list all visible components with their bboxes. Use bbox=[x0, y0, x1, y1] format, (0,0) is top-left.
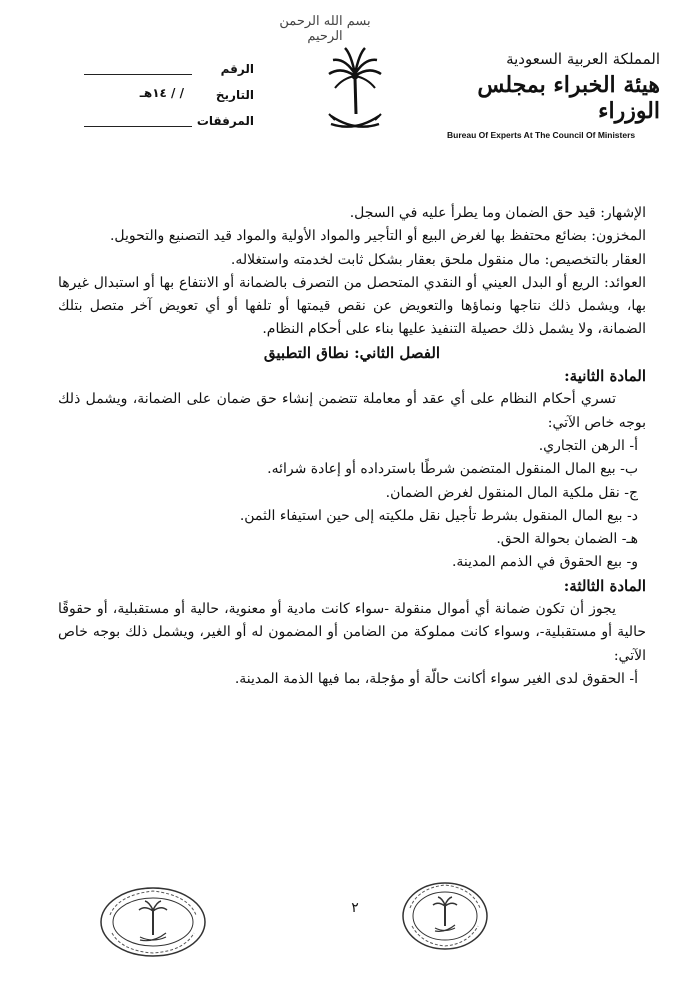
organization-name-arabic: هيئة الخبراء بمجلس الوزراء bbox=[477, 72, 660, 124]
official-seal-left-icon bbox=[98, 885, 208, 960]
definition-fixture: العقار بالتخصيص: مال منقول ملحق بعقار بشكل ثابت لخدمته واستغلاله. bbox=[230, 251, 646, 268]
reference-number-label: الرقم bbox=[220, 62, 254, 76]
article-2-item-f: و- بيع الحقوق في الذمم المدينة. bbox=[451, 554, 638, 571]
article-2-intro: تسري أحكام النظام على أي عقد أو معاملة تتضمن إنشاء حق ضمان على الضمانة، ويشمل ذلك بوجه خاص الآتي: bbox=[58, 391, 646, 431]
document-body bbox=[58, 202, 646, 691]
date-label: التاريخ bbox=[215, 88, 254, 102]
palm-swords-emblem-icon bbox=[325, 44, 385, 140]
definition-proceeds: العوائد: الريع أو البدل العيني أو النقدي المتحصل من التصرف بالضمانة أو الانتفاع بها أو استبدال غيرها بها، ويشمل ذلك نتاجها ونماؤها والتعويض عن نقص قيمتها أو تلفها أو أي تعويض آخر متصل بتلك الضمانة، ولا يشمل ذلك حصيلة التنفيذ عليها بناء على أحكام النظام. bbox=[58, 274, 646, 338]
article-3-item-a: أ- الحقوق لدى الغير سواء أكانت حالّة أو مؤجلة، بما فيها الذمة المدينة. bbox=[234, 670, 638, 687]
article-2-item-d: د- بيع المال المنقول بشرط تأجيل نقل ملكيته إلى حين استيفاء الثمن. bbox=[239, 507, 638, 524]
official-seal-right-icon bbox=[400, 880, 490, 952]
article-2-title: المادة الثانية: bbox=[564, 367, 646, 386]
country-name: المملكة العربية السعودية bbox=[506, 50, 660, 68]
date-row bbox=[84, 88, 254, 114]
attachments-row bbox=[84, 114, 254, 140]
reference-number-row bbox=[84, 62, 254, 88]
article-3-intro: يجوز أن تكون ضمانة أي أموال منقولة -سواء كانت مادية أو معنوية، حالية أو مستقبلية، أو حقوقًا حالية أو مستقبلية-، وسواء كانت مملوكة من الضامن أو المضمون له أو الغير، ويشمل ذلك بوجه خاص الآتي: bbox=[58, 601, 646, 664]
page-number: ٢ bbox=[351, 900, 359, 916]
date-value: / / ١٤هـ bbox=[139, 86, 184, 100]
basmala-text: بسم الله الرحمن الرحيم bbox=[279, 14, 371, 44]
reference-number-line bbox=[84, 74, 192, 75]
article-2-item-e: هـ- الضمان بحوالة الحق. bbox=[496, 531, 638, 548]
organization-header bbox=[445, 50, 660, 140]
article-2-item-c: ج- نقل ملكية المال المنقول لغرض الضمان. bbox=[385, 484, 638, 501]
organization-name-english: Bureau Of Experts At The Council Of Ministers bbox=[447, 130, 636, 140]
article-2-item-b: ب- بيع المال المنقول المتضمن شرطًا باسترداده أو إعادة شرائه. bbox=[267, 461, 638, 478]
reference-metadata bbox=[84, 62, 254, 140]
definition-publication: الإشهار: قيد حق الضمان وما يطرأ عليه في السجل. bbox=[349, 205, 646, 221]
attachments-line bbox=[84, 126, 192, 127]
attachments-label: المرفقات bbox=[196, 114, 254, 128]
chapter-title: الفصل الثاني: نطاق التطبيق bbox=[263, 343, 441, 362]
article-2-item-a: أ- الرهن التجاري. bbox=[538, 437, 638, 454]
article-3-title: المادة الثالثة: bbox=[563, 576, 646, 595]
definition-inventory: المخزون: بضائع محتفظ بها لغرض البيع أو التأجير والمواد الأولية والمواد قيد التصنيع والتحويل. bbox=[109, 228, 646, 245]
